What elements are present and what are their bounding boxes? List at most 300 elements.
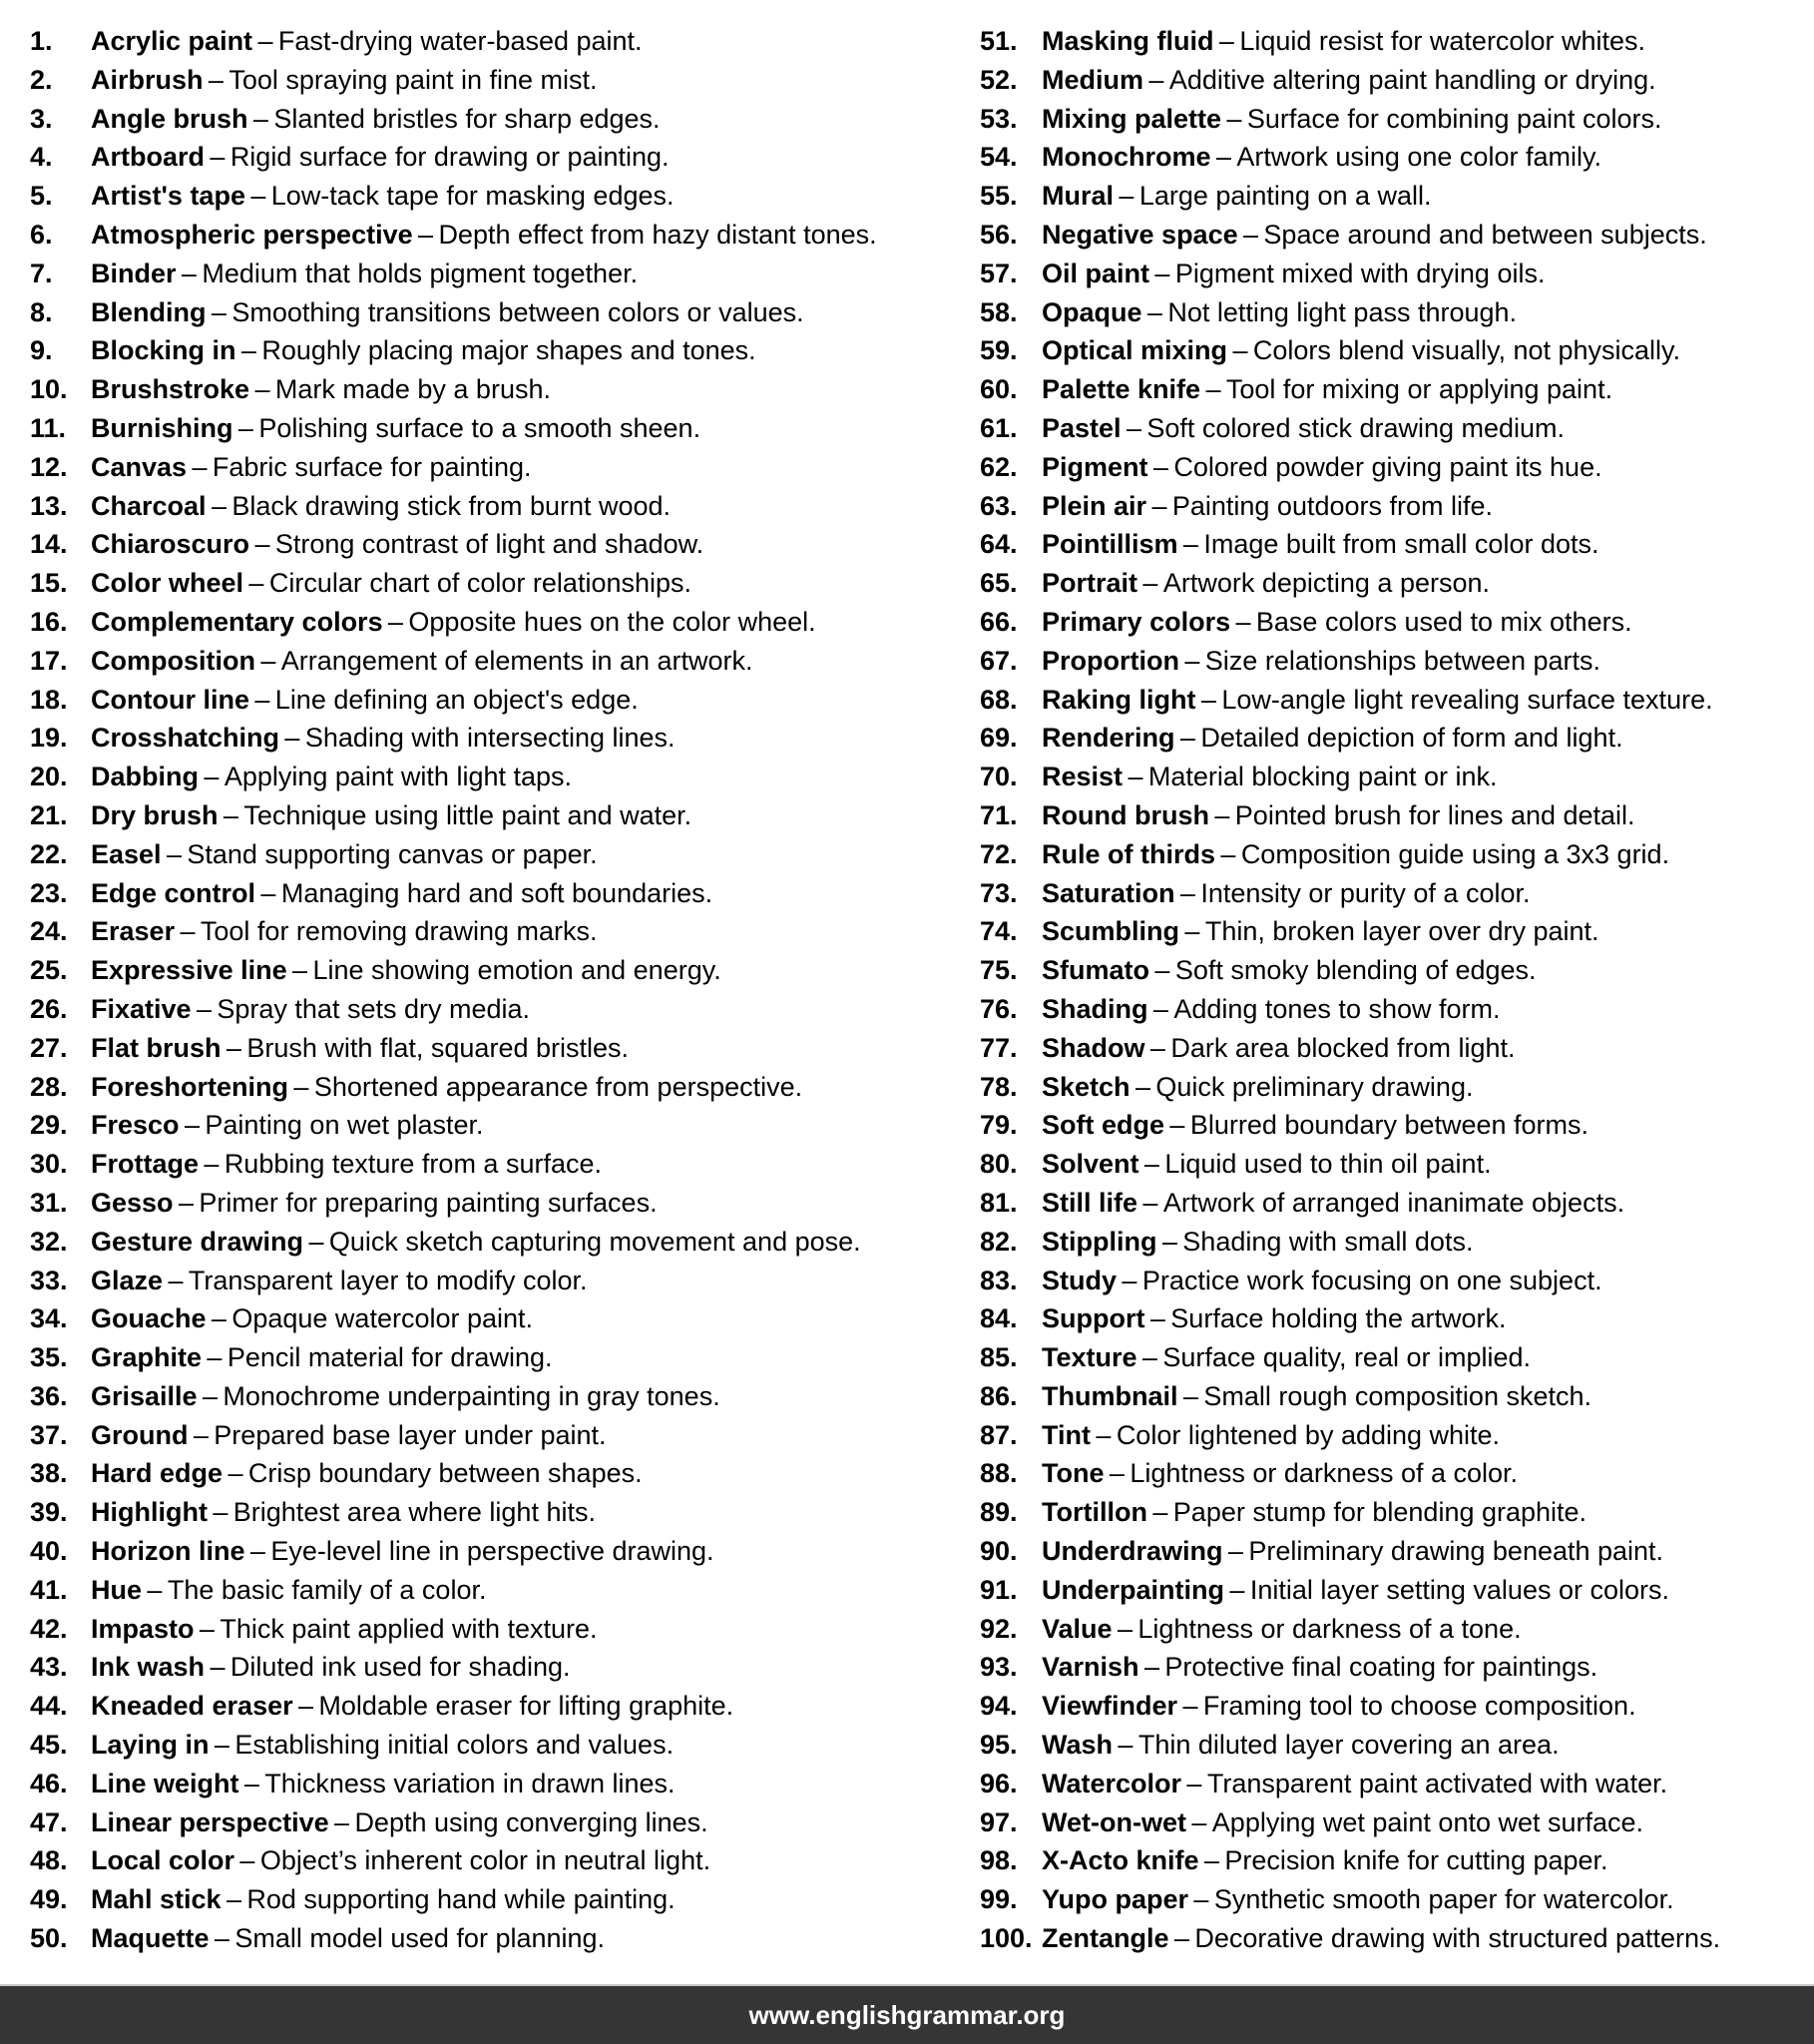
glossary-entry bbox=[980, 1841, 1808, 1880]
entry-definition: Thin diluted layer covering an area. bbox=[1137, 1730, 1560, 1761]
entry-body bbox=[1042, 448, 1602, 487]
glossary-entry bbox=[980, 564, 1808, 603]
footer-website-url: www.englishgrammar.org bbox=[748, 1999, 1066, 2030]
entry-body bbox=[91, 1416, 607, 1455]
entry-term: Dabbing bbox=[91, 762, 199, 792]
entry-separator: – bbox=[1152, 1497, 1168, 1528]
entry-definition: Small rough composition sketch. bbox=[1203, 1380, 1591, 1411]
glossary-entry bbox=[30, 1765, 968, 1803]
entry-term: Canvas bbox=[91, 451, 188, 482]
entry-term: Texture bbox=[1042, 1342, 1137, 1373]
entry-number: 12. bbox=[30, 451, 68, 482]
entry-number: 92. bbox=[980, 1613, 1018, 1644]
entry-separator: – bbox=[1169, 1110, 1185, 1141]
entry-separator: – bbox=[1149, 1032, 1165, 1063]
glossary-entry bbox=[30, 1262, 968, 1300]
entry-definition: Space around and between subjects. bbox=[1263, 219, 1707, 250]
glossary-entry bbox=[980, 1262, 1808, 1300]
glossary-entry bbox=[30, 835, 968, 874]
glossary-entry bbox=[980, 1184, 1808, 1223]
entry-term: Still life bbox=[1042, 1187, 1138, 1218]
entry-definition: Shading with intersecting lines. bbox=[304, 723, 676, 754]
entry-body bbox=[91, 409, 700, 448]
entry-number: 9. bbox=[30, 335, 53, 366]
glossary-entry bbox=[980, 177, 1808, 216]
entry-definition: Applying wet paint onto wet surface. bbox=[1211, 1806, 1644, 1837]
glossary-entry bbox=[30, 1803, 968, 1842]
entry-number: 96. bbox=[980, 1768, 1018, 1798]
entry-separator: – bbox=[1149, 1303, 1165, 1334]
entry-number: 60. bbox=[980, 374, 1018, 405]
entry-term: Sketch bbox=[1042, 1071, 1131, 1102]
entry-term: Expressive line bbox=[91, 955, 287, 986]
glossary-entry bbox=[30, 1841, 968, 1880]
entry-separator: – bbox=[239, 1845, 255, 1876]
entry-separator: – bbox=[1200, 684, 1216, 715]
entry-body bbox=[1042, 1338, 1531, 1377]
entry-separator: – bbox=[1096, 1419, 1112, 1450]
entry-body bbox=[91, 1571, 486, 1610]
glossary-entry bbox=[980, 1726, 1808, 1765]
entry-term: Varnish bbox=[1042, 1652, 1139, 1683]
entry-body bbox=[91, 1880, 676, 1919]
entry-separator: – bbox=[1179, 723, 1195, 754]
entry-separator: – bbox=[1154, 955, 1170, 986]
entry-term: Easel bbox=[91, 838, 162, 869]
entry-term: Laying in bbox=[91, 1730, 210, 1761]
entry-number: 99. bbox=[980, 1884, 1018, 1915]
entry-number: 41. bbox=[30, 1574, 68, 1605]
entry-number: 49. bbox=[30, 1884, 68, 1915]
entry-body bbox=[91, 370, 551, 409]
entry-definition: Soft colored stick drawing medium. bbox=[1146, 412, 1566, 443]
entry-definition: Spray that sets dry media. bbox=[217, 993, 531, 1024]
entry-body bbox=[91, 1145, 602, 1184]
entry-definition: Brightest area where light hits. bbox=[232, 1497, 596, 1528]
entry-separator: – bbox=[214, 1923, 229, 1954]
glossary-entry bbox=[30, 331, 968, 370]
entry-separator: – bbox=[184, 1110, 200, 1141]
entry-term: Rendering bbox=[1042, 723, 1175, 754]
entry-separator: – bbox=[1134, 1071, 1150, 1102]
entry-definition: Quick sketch capturing movement and pose. bbox=[328, 1226, 861, 1257]
entry-body bbox=[1042, 1841, 1608, 1880]
entry-term: Wet-on-wet bbox=[1042, 1806, 1186, 1837]
glossary-entry bbox=[30, 1338, 968, 1377]
entry-term: Plein air bbox=[1042, 490, 1147, 521]
entry-term: Highlight bbox=[91, 1497, 208, 1528]
entry-definition: Color lightened by adding white. bbox=[1116, 1419, 1501, 1450]
entry-separator: – bbox=[1143, 1652, 1159, 1683]
entry-definition: Pointed brush for lines and detail. bbox=[1234, 799, 1635, 830]
entry-number: 94. bbox=[980, 1691, 1018, 1722]
glossary-entry bbox=[30, 758, 968, 796]
entry-number: 47. bbox=[30, 1806, 68, 1837]
entry-number: 7. bbox=[30, 257, 53, 288]
entry-definition: The basic family of a color. bbox=[167, 1574, 487, 1605]
glossary-entry bbox=[30, 100, 968, 139]
entry-term: Hue bbox=[91, 1574, 143, 1605]
entry-separator: – bbox=[166, 838, 182, 869]
entry-term: Study bbox=[1042, 1265, 1118, 1295]
entry-body bbox=[91, 1299, 533, 1338]
entry-body bbox=[1042, 409, 1565, 448]
entry-term: Acrylic paint bbox=[91, 26, 253, 56]
entry-number: 63. bbox=[980, 490, 1018, 521]
entry-term: Gesso bbox=[91, 1187, 174, 1218]
entry-number: 24. bbox=[30, 916, 68, 947]
glossary-entry bbox=[30, 719, 968, 758]
entry-separator: – bbox=[308, 1226, 324, 1257]
entry-body bbox=[91, 1919, 605, 1958]
entry-term: Contour line bbox=[91, 684, 249, 715]
glossary-entry bbox=[30, 642, 968, 681]
entry-separator: – bbox=[223, 799, 238, 830]
entry-number: 34. bbox=[30, 1303, 68, 1334]
entry-definition: Eye-level line in perspective drawing. bbox=[270, 1536, 714, 1567]
entry-definition: Shading with small dots. bbox=[1182, 1226, 1474, 1257]
entry-definition: Surface for combining paint colors. bbox=[1246, 103, 1662, 134]
entry-definition: Framing tool to choose composition. bbox=[1202, 1691, 1636, 1722]
entry-definition: Synthetic smooth paper for watercolor. bbox=[1213, 1884, 1674, 1915]
entry-term: Tint bbox=[1042, 1419, 1091, 1450]
glossary-entry bbox=[30, 1416, 968, 1455]
glossary-entry bbox=[980, 1648, 1808, 1687]
entry-term: Hard edge bbox=[91, 1458, 224, 1489]
entry-definition: Fabric surface for painting. bbox=[212, 451, 532, 482]
glossary-entry bbox=[980, 990, 1808, 1029]
entry-number: 29. bbox=[30, 1110, 68, 1141]
glossary-entry bbox=[980, 255, 1808, 293]
entry-number: 81. bbox=[980, 1187, 1018, 1218]
entry-term: Masking fluid bbox=[1042, 26, 1214, 56]
entry-definition: Lightness or darkness of a tone. bbox=[1137, 1613, 1522, 1644]
entry-term: Eraser bbox=[91, 916, 176, 947]
entry-number: 90. bbox=[980, 1536, 1018, 1567]
entry-number: 39. bbox=[30, 1497, 68, 1528]
entry-definition: Mark made by a brush. bbox=[274, 374, 551, 405]
entry-body bbox=[91, 487, 671, 526]
entry-term: Burnishing bbox=[91, 412, 233, 443]
entry-term: Edge control bbox=[91, 877, 256, 908]
entry-definition: Artwork using one color family. bbox=[1236, 142, 1601, 173]
entry-definition: Thick paint applied with texture. bbox=[220, 1613, 598, 1644]
glossary-entry bbox=[30, 177, 968, 216]
glossary-entry bbox=[30, 1106, 968, 1145]
entry-body bbox=[1042, 1648, 1597, 1687]
glossary-entry bbox=[980, 293, 1808, 332]
entry-body bbox=[91, 758, 572, 796]
entry-body bbox=[91, 525, 703, 564]
entry-term: Mahl stick bbox=[91, 1884, 222, 1915]
entry-body bbox=[1042, 293, 1517, 332]
entry-number: 68. bbox=[980, 684, 1018, 715]
glossary-entry bbox=[980, 1106, 1808, 1145]
entry-definition: Soft smoky blending of edges. bbox=[1174, 955, 1537, 986]
entry-number: 8. bbox=[30, 296, 53, 327]
entry-body bbox=[1042, 1068, 1473, 1107]
entry-definition: Slanted bristles for sharp edges. bbox=[273, 103, 661, 134]
entry-definition: Black drawing stick from burnt wood. bbox=[231, 490, 672, 521]
entry-separator: – bbox=[1148, 64, 1164, 95]
entry-separator: – bbox=[192, 451, 208, 482]
entry-number: 30. bbox=[30, 1149, 68, 1180]
glossary-entry bbox=[30, 1068, 968, 1107]
entry-separator: – bbox=[211, 490, 227, 521]
entry-number: 48. bbox=[30, 1845, 68, 1876]
entry-number: 50. bbox=[30, 1923, 68, 1954]
entry-definition: Small model used for planning. bbox=[234, 1923, 606, 1954]
entry-separator: – bbox=[1227, 1536, 1243, 1567]
entry-separator: – bbox=[1179, 877, 1195, 908]
entry-term: Artist's tape bbox=[91, 181, 245, 212]
glossary-entry bbox=[980, 719, 1808, 758]
glossary-entry bbox=[980, 448, 1808, 487]
glossary-entry bbox=[30, 1223, 968, 1262]
entry-term: Charcoal bbox=[91, 490, 207, 521]
entry-body bbox=[91, 61, 598, 100]
entry-number: 58. bbox=[980, 296, 1018, 327]
entry-number: 52. bbox=[980, 64, 1018, 95]
entry-number: 27. bbox=[30, 1032, 68, 1063]
glossary-entry bbox=[30, 1184, 968, 1223]
glossary-entry bbox=[30, 525, 968, 564]
entry-term: Oil paint bbox=[1042, 257, 1149, 288]
entry-separator: – bbox=[1142, 1187, 1158, 1218]
entry-number: 86. bbox=[980, 1380, 1018, 1411]
entry-term: Resist bbox=[1042, 762, 1124, 792]
entry-body bbox=[1042, 564, 1490, 603]
entry-separator: – bbox=[1109, 1458, 1125, 1489]
entry-term: Artboard bbox=[91, 142, 205, 173]
glossary-entry bbox=[980, 409, 1808, 448]
glossary-entry bbox=[30, 22, 968, 61]
entry-body bbox=[91, 603, 816, 642]
entry-body bbox=[91, 1262, 588, 1300]
entry-term: Impasto bbox=[91, 1613, 195, 1644]
entry-definition: Crisp boundary between shapes. bbox=[247, 1458, 643, 1489]
entry-definition: Rigid surface for drawing or painting. bbox=[229, 142, 670, 173]
entry-term: Binder bbox=[91, 257, 177, 288]
entry-number: 62. bbox=[980, 451, 1018, 482]
entry-term: Pigment bbox=[1042, 451, 1148, 482]
entry-definition: Size relationships between parts. bbox=[1204, 645, 1601, 676]
glossary-entry bbox=[980, 1377, 1808, 1416]
entry-separator: – bbox=[254, 684, 270, 715]
glossary-entry bbox=[30, 1493, 968, 1532]
entry-separator: – bbox=[1214, 799, 1230, 830]
glossary-entry bbox=[30, 1648, 968, 1687]
glossary-entry bbox=[30, 293, 968, 332]
entry-number: 84. bbox=[980, 1303, 1018, 1334]
entry-body bbox=[91, 100, 661, 139]
entry-body bbox=[1042, 796, 1635, 835]
entry-body bbox=[91, 642, 753, 681]
entry-term: Brushstroke bbox=[91, 374, 250, 405]
entry-term: Pointillism bbox=[1042, 529, 1178, 560]
entry-separator: – bbox=[178, 1187, 194, 1218]
entry-separator: – bbox=[1203, 1845, 1219, 1876]
entry-term: Angle brush bbox=[91, 103, 248, 134]
entry-definition: Painting on wet plaster. bbox=[205, 1110, 484, 1141]
glossary-entry bbox=[980, 138, 1808, 177]
entry-definition: Surface quality, real or implied. bbox=[1162, 1342, 1532, 1373]
entry-definition: Tool spraying paint in fine mist. bbox=[228, 64, 598, 95]
entry-body bbox=[91, 255, 638, 293]
entry-term: Underpainting bbox=[1042, 1574, 1224, 1605]
entry-term: Graphite bbox=[91, 1342, 203, 1373]
entry-term: Portrait bbox=[1042, 568, 1138, 599]
entry-definition: Polishing surface to a smooth sheen. bbox=[258, 412, 701, 443]
entry-body bbox=[1042, 1416, 1500, 1455]
entry-separator: – bbox=[1229, 1574, 1245, 1605]
glossary-entry bbox=[980, 22, 1808, 61]
entry-definition: Preliminary drawing beneath paint. bbox=[1248, 1536, 1664, 1567]
entry-term: Fixative bbox=[91, 993, 192, 1024]
entry-separator: – bbox=[226, 1032, 241, 1063]
glossary-entry bbox=[980, 1068, 1808, 1107]
entry-body bbox=[91, 1765, 676, 1803]
entry-body bbox=[91, 912, 598, 951]
entry-term: Crosshatching bbox=[91, 723, 280, 754]
entry-body bbox=[91, 719, 676, 758]
entry-definition: Blurred boundary between forms. bbox=[1189, 1110, 1589, 1141]
entry-number: 85. bbox=[980, 1342, 1018, 1373]
entry-term: Color wheel bbox=[91, 568, 244, 599]
footer-bar bbox=[0, 1984, 1814, 2044]
entry-number: 28. bbox=[30, 1071, 68, 1102]
glossary-entry bbox=[30, 1532, 968, 1571]
entry-number: 13. bbox=[30, 490, 68, 521]
entry-body bbox=[1042, 1571, 1669, 1610]
entry-body bbox=[91, 1493, 596, 1532]
entry-separator: – bbox=[147, 1574, 163, 1605]
entry-definition: Surface holding the artwork. bbox=[1170, 1303, 1507, 1334]
glossary-entry bbox=[980, 1338, 1808, 1377]
entry-number: 14. bbox=[30, 529, 68, 560]
entry-separator: – bbox=[1226, 103, 1242, 134]
glossary-entry bbox=[980, 1299, 1808, 1338]
entry-body bbox=[1042, 758, 1498, 796]
glossary-entry bbox=[980, 1687, 1808, 1726]
entry-body bbox=[1042, 1223, 1473, 1262]
entry-separator: – bbox=[181, 257, 197, 288]
entry-separator: – bbox=[1173, 1923, 1189, 1954]
entry-body bbox=[1042, 61, 1656, 100]
entry-definition: Not letting light pass through. bbox=[1167, 296, 1518, 327]
entry-body bbox=[91, 564, 691, 603]
entry-term: Saturation bbox=[1042, 877, 1175, 908]
entry-term: Thumbnail bbox=[1042, 1380, 1178, 1411]
glossary-entry bbox=[30, 1029, 968, 1068]
entry-body bbox=[91, 1454, 643, 1493]
entry-number: 51. bbox=[980, 26, 1018, 56]
glossary-entry bbox=[30, 951, 968, 990]
entry-number: 3. bbox=[30, 103, 53, 134]
entry-number: 73. bbox=[980, 877, 1018, 908]
entry-definition: Practice work focusing on one subject. bbox=[1141, 1265, 1602, 1295]
entry-definition: Fast-drying water-based paint. bbox=[277, 26, 643, 56]
entry-body bbox=[91, 1338, 552, 1377]
entry-body bbox=[1042, 1880, 1674, 1919]
entry-number: 78. bbox=[980, 1071, 1018, 1102]
entry-number: 25. bbox=[30, 955, 68, 986]
entry-separator: – bbox=[1205, 374, 1221, 405]
entry-term: Rule of thirds bbox=[1042, 838, 1215, 869]
entry-separator: – bbox=[1186, 1768, 1202, 1798]
entry-separator: – bbox=[257, 26, 273, 56]
entry-body bbox=[91, 1648, 571, 1687]
entry-separator: – bbox=[250, 181, 266, 212]
entry-number: 40. bbox=[30, 1536, 68, 1567]
entry-term: Linear perspective bbox=[91, 1806, 329, 1837]
entry-body bbox=[91, 1726, 674, 1765]
entry-definition: Shortened appearance from perspective. bbox=[313, 1071, 803, 1102]
glossary-entry bbox=[980, 1919, 1808, 1958]
entry-body bbox=[91, 681, 639, 720]
glossary-entry bbox=[980, 1454, 1808, 1493]
glossary-entry bbox=[30, 990, 968, 1029]
glossary-entry bbox=[980, 1029, 1808, 1068]
entry-body bbox=[91, 1223, 861, 1262]
entry-body bbox=[1042, 1106, 1588, 1145]
entry-body bbox=[1042, 1029, 1515, 1068]
entry-term: Tortillon bbox=[1042, 1497, 1147, 1528]
entry-definition: Adding tones to show form. bbox=[1173, 993, 1501, 1024]
entry-separator: – bbox=[1191, 1806, 1207, 1837]
entry-definition: Pigment mixed with drying oils. bbox=[1174, 257, 1546, 288]
entry-term: Opaque bbox=[1042, 296, 1142, 327]
glossary-entry bbox=[980, 331, 1808, 370]
entry-definition: Additive altering paint handling or drying. bbox=[1168, 64, 1656, 95]
entry-number: 44. bbox=[30, 1691, 68, 1722]
entry-separator: – bbox=[208, 64, 224, 95]
glossary-entry bbox=[980, 603, 1808, 642]
entry-body bbox=[1042, 1377, 1591, 1416]
entry-number: 20. bbox=[30, 762, 68, 792]
entry-body bbox=[1042, 255, 1545, 293]
entry-separator: – bbox=[1128, 762, 1143, 792]
entry-term: Line weight bbox=[91, 1768, 239, 1798]
entry-separator: – bbox=[1118, 1730, 1134, 1761]
entry-separator: – bbox=[210, 142, 226, 173]
entry-separator: – bbox=[180, 916, 196, 947]
entry-term: Solvent bbox=[1042, 1149, 1139, 1180]
entry-term: Optical mixing bbox=[1042, 335, 1228, 366]
entry-number: 4. bbox=[30, 142, 53, 173]
entry-definition: Line showing emotion and energy. bbox=[312, 955, 721, 986]
entry-term: Medium bbox=[1042, 64, 1144, 95]
entry-definition: Prepared base layer under paint. bbox=[214, 1419, 607, 1450]
entry-body bbox=[91, 138, 670, 177]
entry-number: 36. bbox=[30, 1380, 68, 1411]
entry-term: Raking light bbox=[1042, 684, 1196, 715]
glossary-entry bbox=[30, 1726, 968, 1765]
entry-separator: – bbox=[1184, 645, 1200, 676]
entry-body bbox=[1042, 100, 1662, 139]
entry-definition: Large painting on a wall. bbox=[1138, 181, 1432, 212]
entry-definition: Detailed depiction of form and light. bbox=[1200, 723, 1623, 754]
entry-definition: Brush with flat, squared bristles. bbox=[246, 1032, 629, 1063]
entry-number: 32. bbox=[30, 1226, 68, 1257]
glossary-entry bbox=[30, 1919, 968, 1958]
entry-separator: – bbox=[202, 1380, 218, 1411]
entry-definition: Material blocking paint or ink. bbox=[1147, 762, 1498, 792]
entry-definition: Depth effect from hazy distant tones. bbox=[438, 219, 877, 250]
entry-term: Fresco bbox=[91, 1110, 180, 1141]
entry-number: 31. bbox=[30, 1187, 68, 1218]
glossary-entry bbox=[30, 1454, 968, 1493]
